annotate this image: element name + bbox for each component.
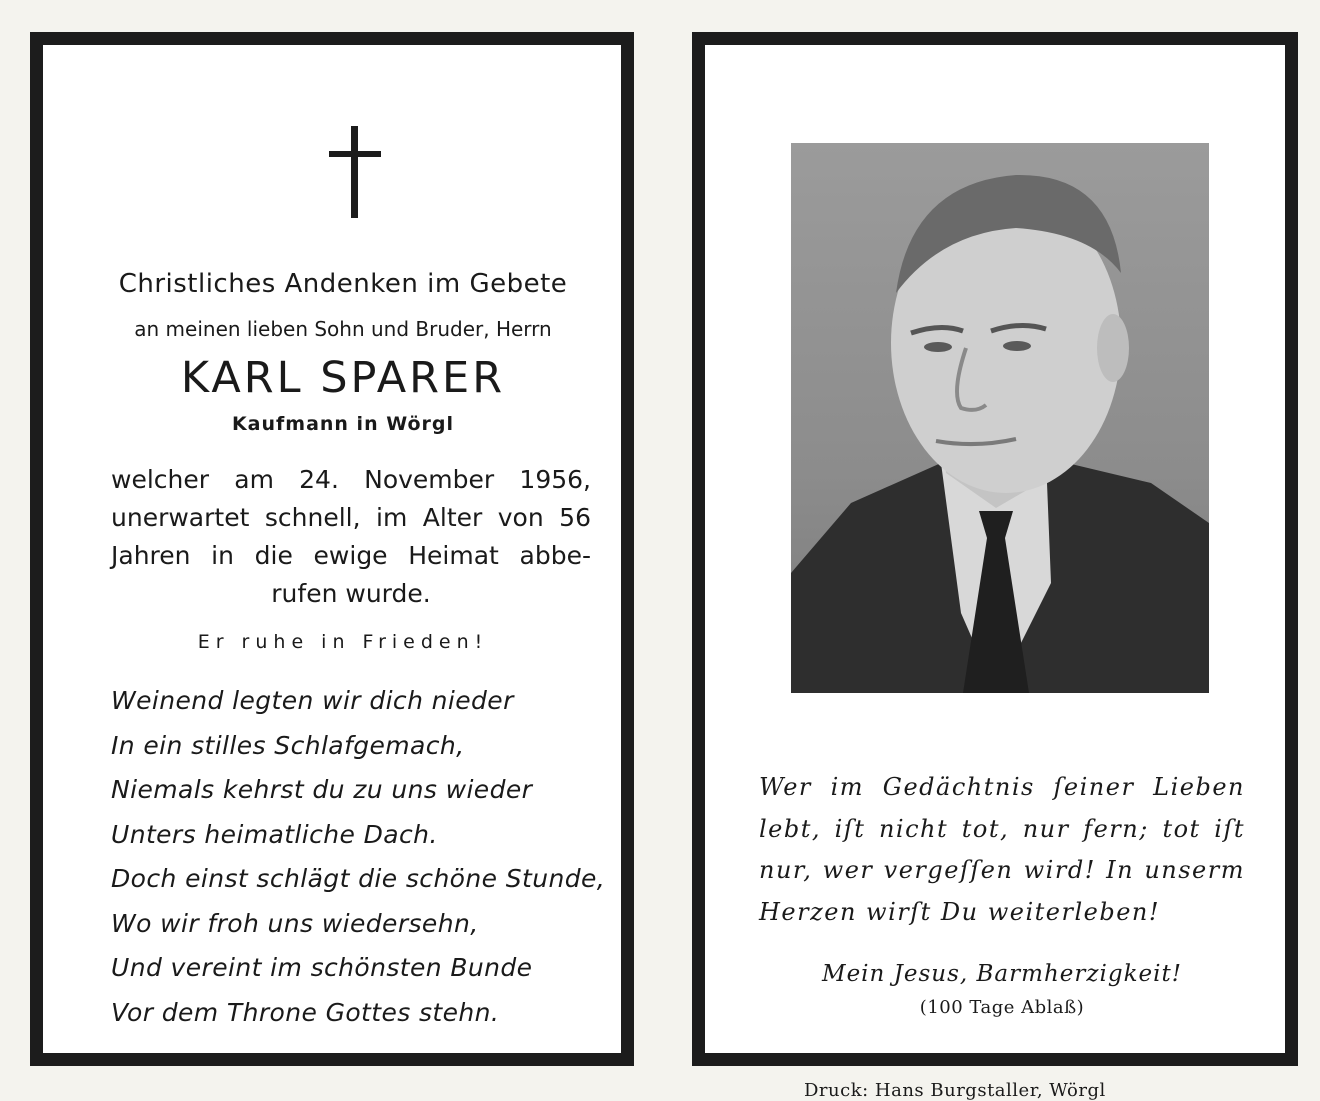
poem-line: Wo wir froh uns wiedersehn, (111, 908, 479, 938)
memorial-card-left (30, 32, 634, 1066)
memorial-quote (759, 767, 1245, 933)
obituary-line: rufen wurde. (271, 579, 431, 608)
obituary-text (111, 461, 591, 613)
quote-line: nur, wer vergeſſen wird! In unserm (759, 856, 1245, 884)
printer-credit: Druck: Hans Burgstaller, Wörgl (804, 1080, 1106, 1101)
memorial-card-right (692, 32, 1298, 1066)
poem-line: Und vereint im schönsten Bunde (111, 953, 533, 982)
rest-in-peace: Er ruhe in Frieden! (197, 631, 489, 653)
indulgence-note: (100 Tage Ablaß) (919, 997, 1085, 1018)
obituary-line: unerwartet schnell, im Alter von 56 (111, 503, 591, 532)
prayer-text: Mein Jesus, Barmherzigkeit! (822, 961, 1182, 987)
memorial-poem (111, 679, 631, 1035)
card-heading: Christliches Andenken im Gebete (118, 269, 568, 299)
obituary-line: welcher am 24. November 1956, (111, 465, 591, 494)
quote-line: Herzen wirſt Du weiterleben! (759, 897, 1161, 926)
poem-line: Weinend legten wir dich nieder (111, 686, 514, 715)
cross-icon (329, 126, 381, 218)
poem-line: In ein stilles Schlafgemach, (111, 730, 465, 760)
poem-line: Doch einst schlägt die schöne Stunde, (111, 864, 606, 893)
deceased-name: KARL SPARER (180, 353, 506, 403)
quote-line: Wer im Gedächtnis ſeiner Lieben (759, 773, 1245, 801)
deceased-occupation: Kaufmann in Wörgl (231, 413, 455, 435)
poem-line: Unters heimatliche Dach. (111, 819, 438, 849)
card-subheading: an meinen lieben Sohn und Bruder, Herrn (134, 317, 552, 341)
poem-line: Niemals kehrst du zu uns wieder (111, 775, 533, 804)
quote-line: lebt, iſt nicht tot, nur fern; tot iſt (759, 814, 1245, 843)
poem-line: Vor dem Throne Gottes stehn. (111, 997, 500, 1027)
obituary-line: Jahren in die ewige Heimat abbe- (111, 541, 591, 570)
portrait-photo (791, 143, 1209, 693)
